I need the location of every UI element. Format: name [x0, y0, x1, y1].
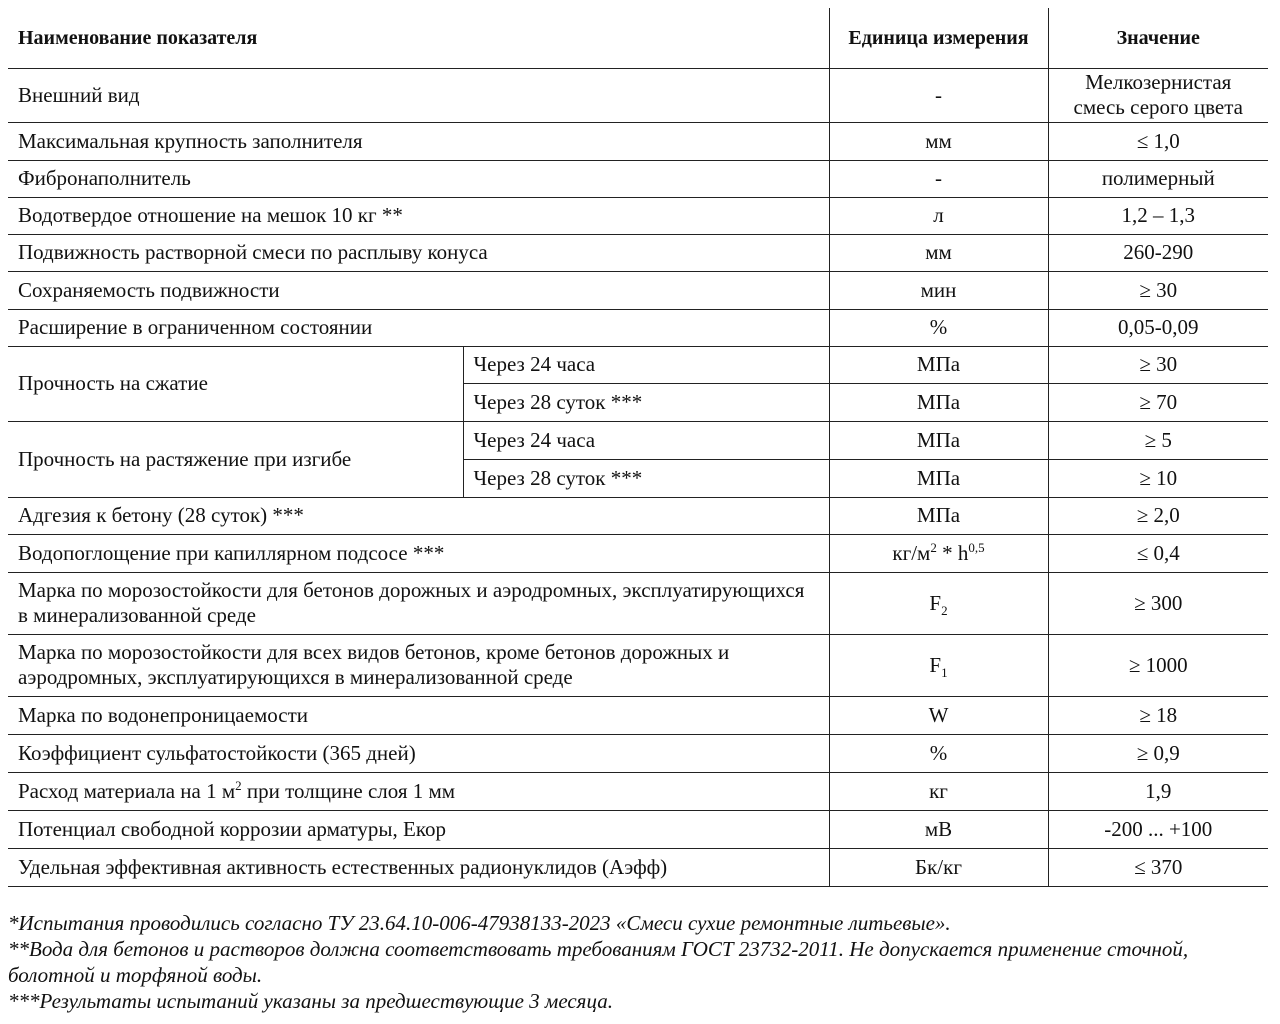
table-row: [8, 772, 1268, 810]
footnote: **Вода для бетонов и растворов должна соответствовать требованиям ГОСТ 23732-2011. Не допускается применение сточной, болотной и торфяной воды.: [8, 937, 1189, 987]
row-unit: %: [829, 734, 1048, 772]
row-name: Фибронаполнитель: [8, 160, 829, 197]
table-row: [8, 810, 1268, 848]
row-value: ≥ 70: [1048, 383, 1268, 421]
row-unit: мм: [829, 234, 1048, 271]
row-value: Мелкозернистая смесь серого цвета: [1048, 68, 1268, 122]
row-unit: Бк/кг: [829, 848, 1048, 886]
specification-table: [8, 8, 1268, 887]
row-value: ≥ 5: [1048, 421, 1268, 459]
row-unit: -: [829, 68, 1048, 122]
row-name: Потенциал свободной коррозии арматуры, Екор: [8, 810, 829, 848]
table-row: [8, 197, 1268, 234]
table-row: [8, 497, 1268, 534]
row-value: 1,2 – 1,3: [1048, 197, 1268, 234]
row-name: Сохраняемость подвижности: [8, 271, 829, 309]
row-name: Водопоглощение при капиллярном подсосе ***: [8, 534, 829, 572]
row-subcondition: Через 28 суток ***: [463, 459, 829, 497]
row-subcondition: Через 28 суток ***: [463, 383, 829, 421]
row-value: ≥ 10: [1048, 459, 1268, 497]
row-name: Адгезия к бетону (28 суток) ***: [8, 497, 829, 534]
row-value: 0,05-0,09: [1048, 309, 1268, 346]
row-unit: $F_2$: [829, 572, 1048, 634]
row-name: Прочность на сжатие: [8, 346, 463, 421]
row-value: ≥ 30: [1048, 346, 1268, 383]
row-value: 260-290: [1048, 234, 1268, 271]
table-row: [8, 346, 1268, 383]
row-unit: $F_1$: [829, 634, 1048, 696]
row-value: ≥ 300: [1048, 572, 1268, 634]
row-value: ≥ 1000: [1048, 634, 1268, 696]
row-unit: мВ: [829, 810, 1048, 848]
row-name: Внешний вид: [8, 68, 829, 122]
row-unit: мин: [829, 271, 1048, 309]
row-unit: МПа: [829, 459, 1048, 497]
row-unit: $кг/м^2 * h^{0,5}$: [829, 534, 1048, 572]
footnote: ***Результаты испытаний указаны за предшествующие 3 месяца.: [8, 989, 613, 1013]
footnotes: [8, 910, 1270, 1014]
table-row: [8, 271, 1268, 309]
row-name: Максимальная крупность заполнителя: [8, 122, 829, 160]
row-value: ≤ 0,4: [1048, 534, 1268, 572]
row-unit: МПа: [829, 497, 1048, 534]
row-value: ≤ 1,0: [1048, 122, 1268, 160]
row-name: Удельная эффективная активность естественных радионуклидов (Аэфф): [8, 848, 829, 886]
row-value: 1,9: [1048, 772, 1268, 810]
row-value: ≥ 0,9: [1048, 734, 1268, 772]
table-row: [8, 421, 1268, 459]
header-value: Значение: [1048, 8, 1268, 68]
table-row: [8, 534, 1268, 572]
row-name: Марка по морозостойкости для всех видов бетонов, кроме бетонов дорожных и аэродромных, эксплуатирующихся в минерализованной среде: [8, 634, 829, 696]
row-value: ≥ 2,0: [1048, 497, 1268, 534]
row-value: полимерный: [1048, 160, 1268, 197]
row-unit: -: [829, 160, 1048, 197]
row-name: Марка по морозостойкости для бетонов дорожных и аэродромных, эксплуатирующихся в минерализованной среде: [8, 572, 829, 634]
row-value: ≤ 370: [1048, 848, 1268, 886]
row-name: Прочность на растяжение при изгибе: [8, 421, 463, 497]
row-name: Водотвердое отношение на мешок 10 кг **: [8, 197, 829, 234]
header-unit: Единица измерения: [829, 8, 1048, 68]
table-row: [8, 309, 1268, 346]
row-name: Подвижность растворной смеси по расплыву конуса: [8, 234, 829, 271]
table-row: [8, 848, 1268, 886]
row-unit: мм: [829, 122, 1048, 160]
row-name: Расход материала на 1 $м^2$ при толщине слоя 1 мм: [8, 772, 829, 810]
row-subcondition: Через 24 часа: [463, 346, 829, 383]
row-value: ≥ 30: [1048, 271, 1268, 309]
table-row: [8, 634, 1268, 696]
row-unit: МПа: [829, 346, 1048, 383]
row-unit: МПа: [829, 383, 1048, 421]
row-unit: %: [829, 309, 1048, 346]
row-name: Коэффициент сульфатостойкости (365 дней): [8, 734, 829, 772]
table-row: [8, 122, 1268, 160]
header-name: Наименование показателя: [8, 8, 829, 68]
row-unit: кг: [829, 772, 1048, 810]
row-name: Марка по водонепроницаемости: [8, 696, 829, 734]
table-row: [8, 160, 1268, 197]
row-name: Расширение в ограниченном состоянии: [8, 309, 829, 346]
row-unit: л: [829, 197, 1048, 234]
row-value: -200 ... +100: [1048, 810, 1268, 848]
row-value: ≥ 18: [1048, 696, 1268, 734]
row-subcondition: Через 24 часа: [463, 421, 829, 459]
table-header-row: [8, 8, 1268, 68]
footnote: *Испытания проводились согласно ТУ 23.64.10-006-47938133-2023 «Смеси сухие ремонтные литьевые».: [8, 911, 951, 935]
table-row: [8, 68, 1268, 122]
row-unit: МПа: [829, 421, 1048, 459]
table-row: [8, 696, 1268, 734]
table-row: [8, 734, 1268, 772]
row-unit: W: [829, 696, 1048, 734]
table-row: [8, 234, 1268, 271]
table-row: [8, 572, 1268, 634]
